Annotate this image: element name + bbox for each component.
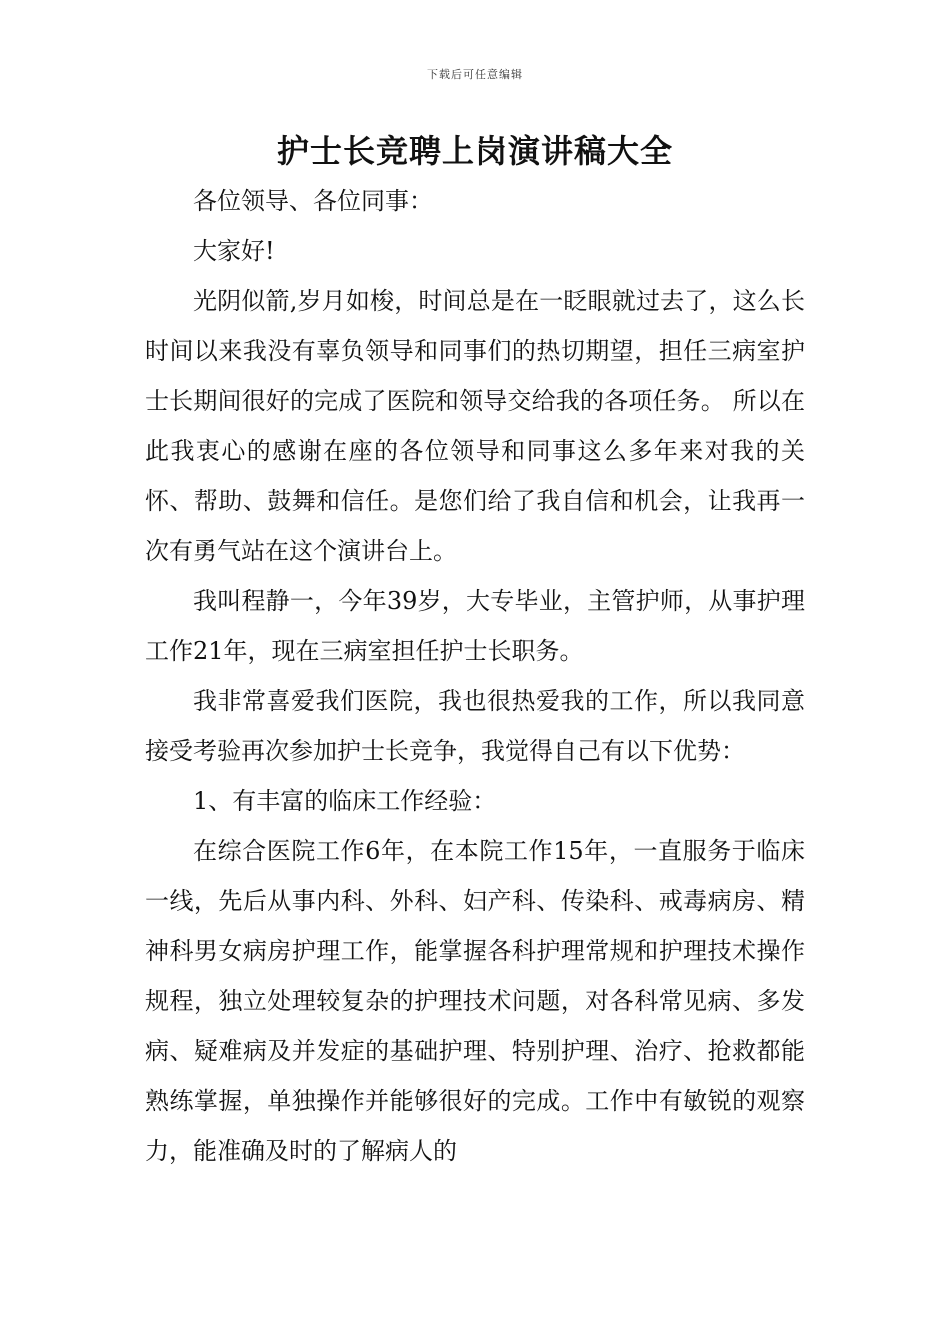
paragraph-salutation: 各位领导、各位同事： [193, 187, 433, 215]
document-body [145, 176, 805, 1176]
header-note: 下载后可任意编辑 [427, 68, 523, 81]
paragraph-advantage-heading: 1、有丰富的临床工作经验： [193, 787, 497, 815]
paragraph-gratitude: 光阴似箭,岁月如梭，时间总是在一眨眼就过去了，这么长时间以来我没有辜负领导和同事们的热切期望，担任三病室护士长期间很好的完成了医院和领导交给我的各项任务。 所以在此我衷心的感谢在座的各位领导和同事这么多年来对我的关怀、帮助、鼓舞和信任。是您们给了我自信和机会，让我再一次有勇气站在这个演讲台上。 [145, 287, 805, 565]
paragraph-experience: 在综合医院工作6年，在本院工作15年，一直服务于临床一线，先后从事内科、外科、妇产科、传染科、戒毒病房、精神科男女病房护理工作，能掌握各科护理常规和护理技术操作规程，独立处理较复杂的护理技术问题，对各科常见病、多发病、疑难病及并发症的基础护理、特别护理、治疗、抢救都能熟练掌握，单独操作并能够很好的完成。工作中有敏锐的观察力，能准确及时的了解病人的 [145, 837, 805, 1165]
paragraph-self-introduction: 我叫程静一，今年39岁，大专毕业，主管护师，从事护理工作21年，现在三病室担任护士长职务。 [145, 587, 805, 665]
paragraph-greeting: 大家好! [193, 237, 275, 265]
document-title: 护士长竞聘上岗演讲稿大全 [276, 132, 673, 170]
paragraph-motivation: 我非常喜爱我们医院，我也很热爱我的工作，所以我同意接受考验再次参加护士长竞争，我觉得自己有以下优势： [145, 687, 805, 765]
